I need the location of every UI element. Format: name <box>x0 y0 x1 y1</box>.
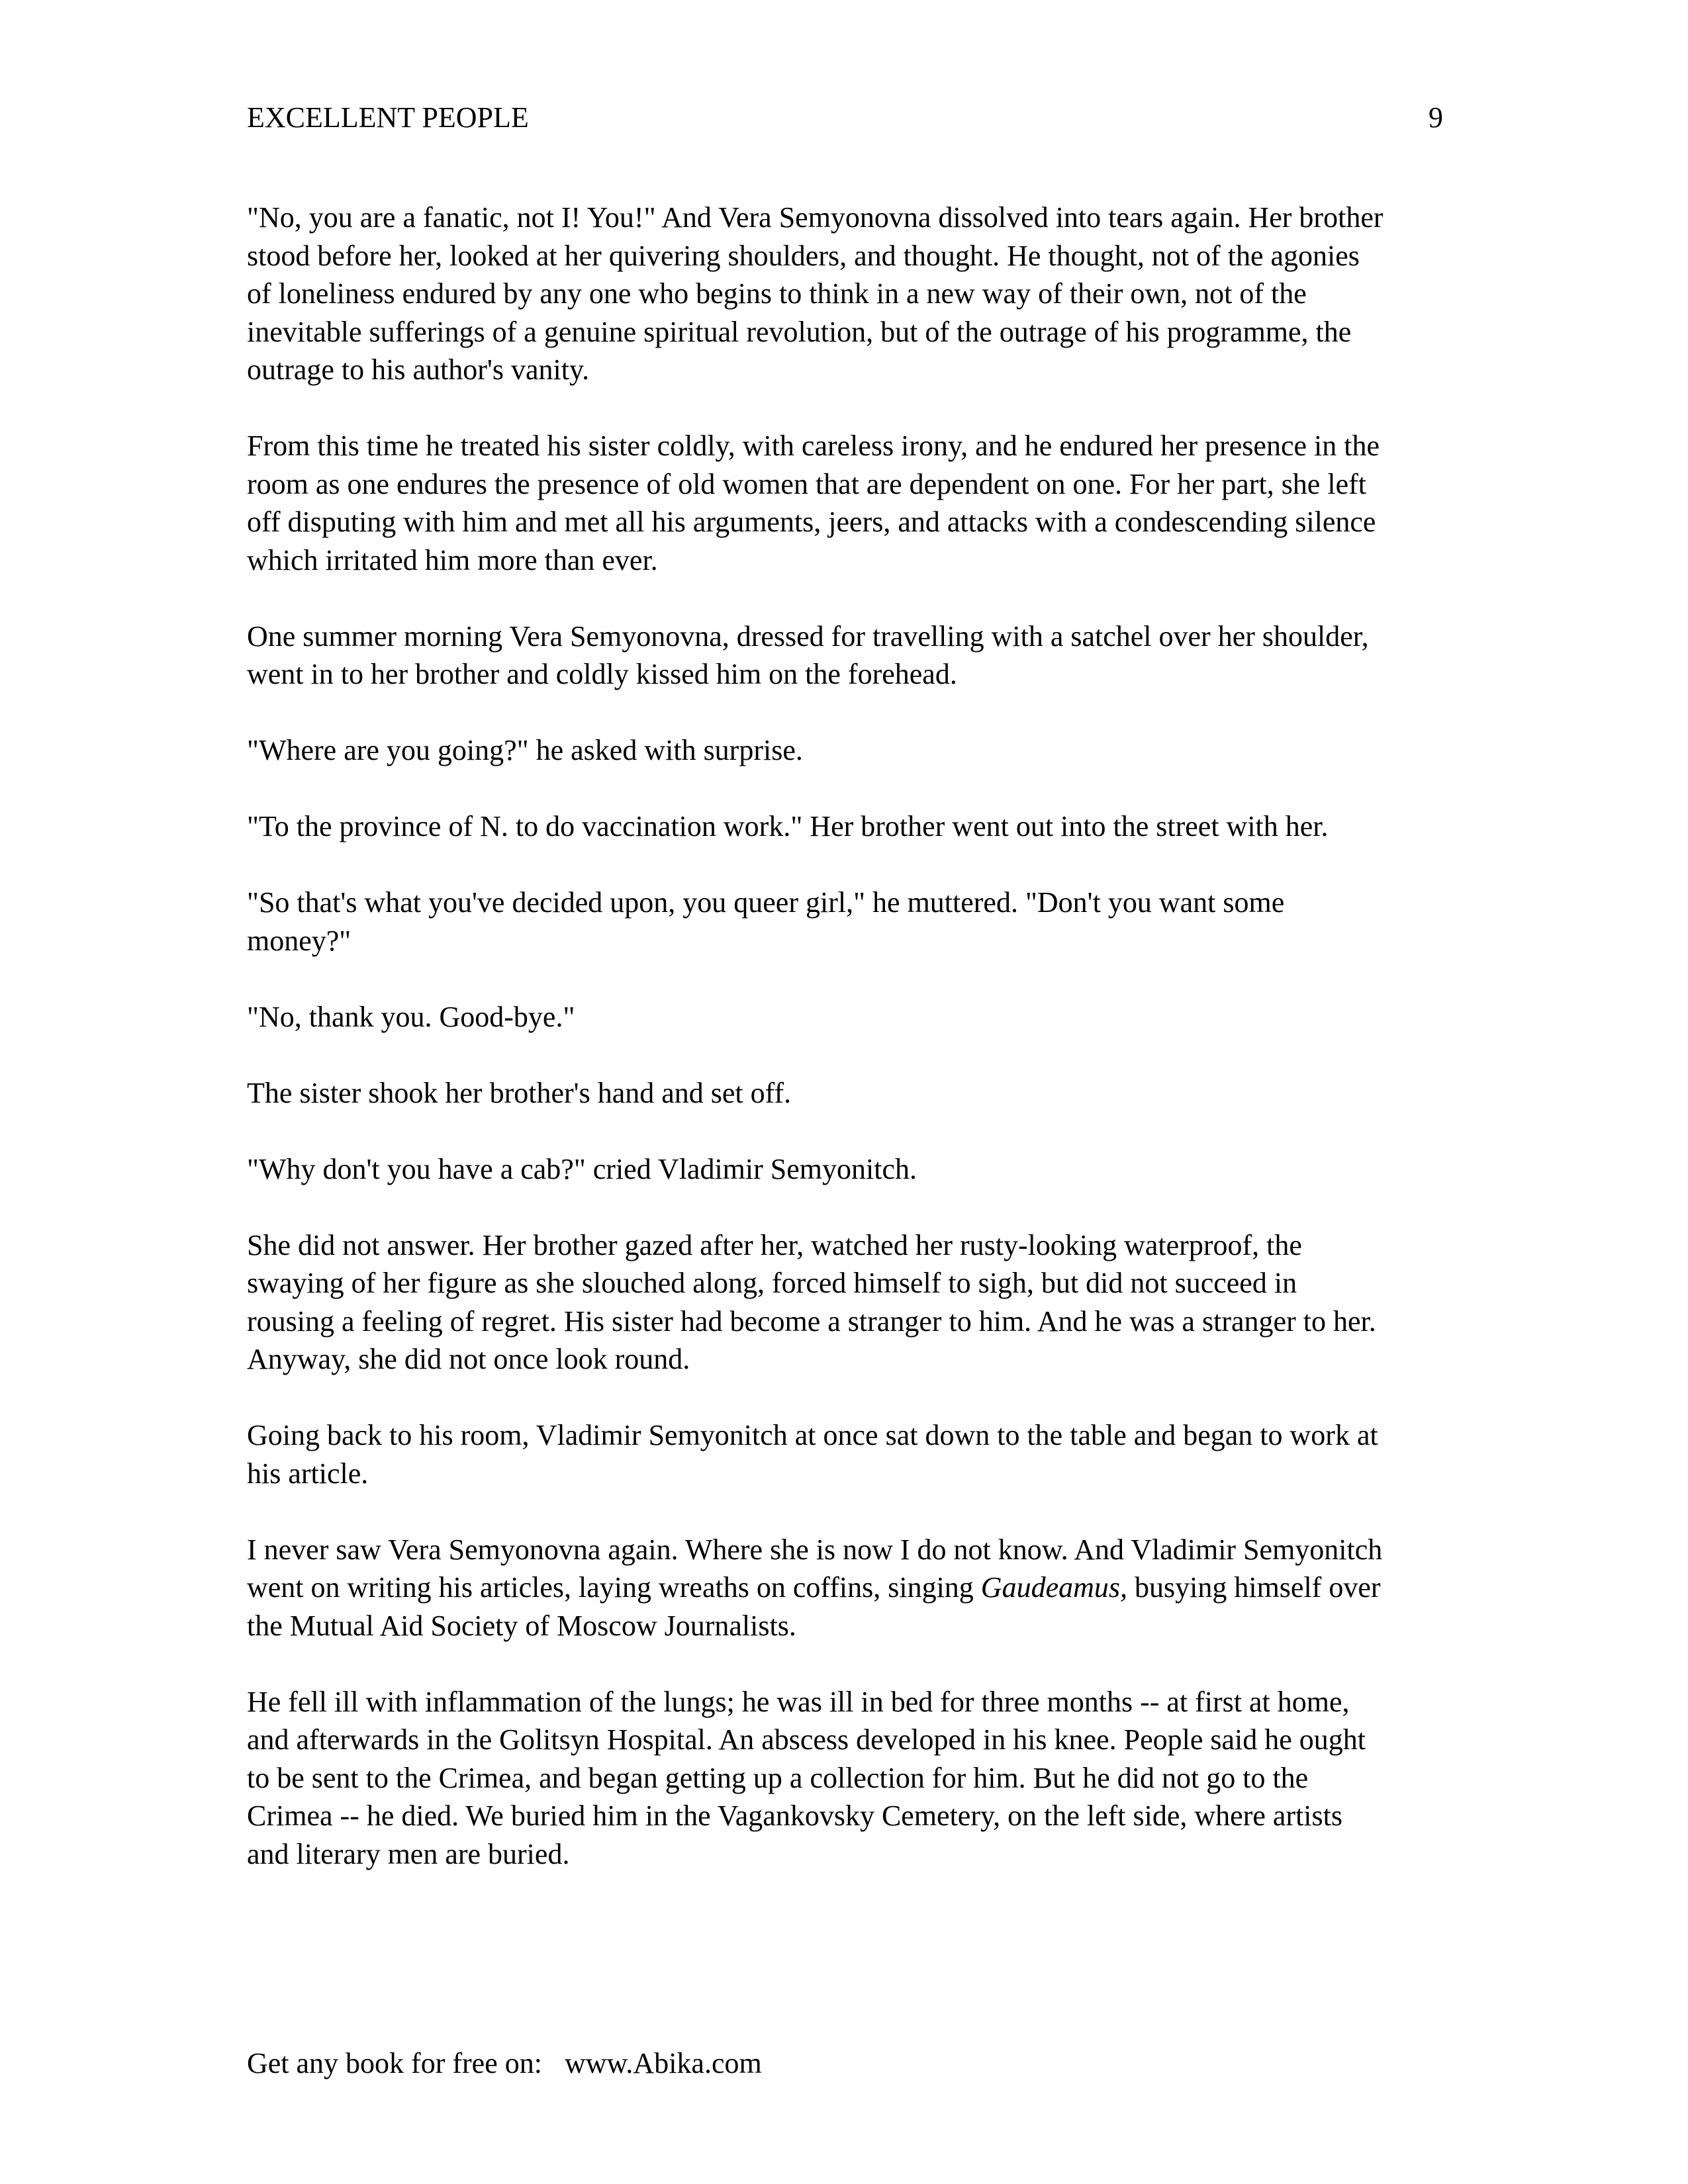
paragraph: Going back to his room, Vladimir Semyonitch at once sat down to the table and began to work at his article. <box>247 1419 1378 1490</box>
paragraph: "Where are you going?" he asked with surprise. <box>247 734 803 766</box>
paragraph-text: busying himself over the Mutual Aid Society of Moscow Journalists. <box>247 1571 1381 1642</box>
paragraph: One summer morning Vera Semyonovna, dressed for travelling with a satchel over her shoulder, went in to her brother and coldly kissed him on the forehead. <box>247 619 1369 690</box>
paragraph: He fell ill with inflammation of the lungs; he was ill in bed for three months -- at first at home, and afterwards in the Golitsyn Hospital. An abscess developed in his knee. People said he ought to be sent to the Crimea, and began getting up a collection for him. But he did not go to the Crimea -- he died. We buried him in the Vagankovsky Cemetery, on the left side, where artists and literary men are buried. <box>247 1685 1366 1870</box>
paragraph: "So that's what you've decided upon, you queer girl," he muttered. "Don't you want some money?" <box>247 886 1285 957</box>
page-footer <box>247 2045 762 2082</box>
paragraph: From this time he treated his sister coldly, with careless irony, and he endured her presence in the room as one endures the presence of old women that are dependent on one. For her part, she left off disputing with him and met all his arguments, jeers, and attacks with a condescending silence which irritated him more than ever. <box>247 430 1380 576</box>
paragraph: "To the province of N. to do vaccination work." Her brother went out into the street with her. <box>247 810 1329 842</box>
paragraph: "Why don't you have a cab?" cried Vladimir Semyonitch. <box>247 1152 917 1185</box>
paragraph: "No, thank you. Good-bye." <box>247 1000 575 1033</box>
paragraph: She did not answer. Her brother gazed after her, watched her rusty-looking waterproof, the swaying of her figure as she slouched along, forced himself to sigh, but did not succeed in rousing a feeling of regret. His sister had become a stranger to him. And he was a stranger to her. Anyway, she did not once look round. <box>247 1228 1376 1375</box>
italic-title: Gaudeamus, <box>980 1571 1127 1604</box>
paragraph <box>247 1531 1385 1645</box>
footer-text: Get any book for free on: <box>247 2047 542 2079</box>
page-number: 9 <box>1429 101 1443 134</box>
paragraph-text: I never saw Vera Semyonovna again. Where she is now I do not know. And Vladimir Semyonitch went on writing his articles, laying wreaths on coffins, singing <box>247 1533 1383 1604</box>
footer-link[interactable]: www.Abika.com <box>564 2047 762 2079</box>
paragraph: The sister shook her brother's hand and set off. <box>247 1076 792 1109</box>
paragraph: "No, you are a fanatic, not I! You!" And Vera Semyonovna dissolved into tears again. Her brother stood before her, looked at her quivering shoulders, and thought. He thought, not of the agonies of loneliness endured by any one who begins to think in a new way of their own, not of the inevitable sufferings of a genuine spiritual revolution, but of the outrage of his programme, the outrage to his author's vanity. <box>247 201 1383 386</box>
running-title: EXCELLENT PEOPLE <box>247 101 529 134</box>
body-text <box>247 199 1385 1911</box>
